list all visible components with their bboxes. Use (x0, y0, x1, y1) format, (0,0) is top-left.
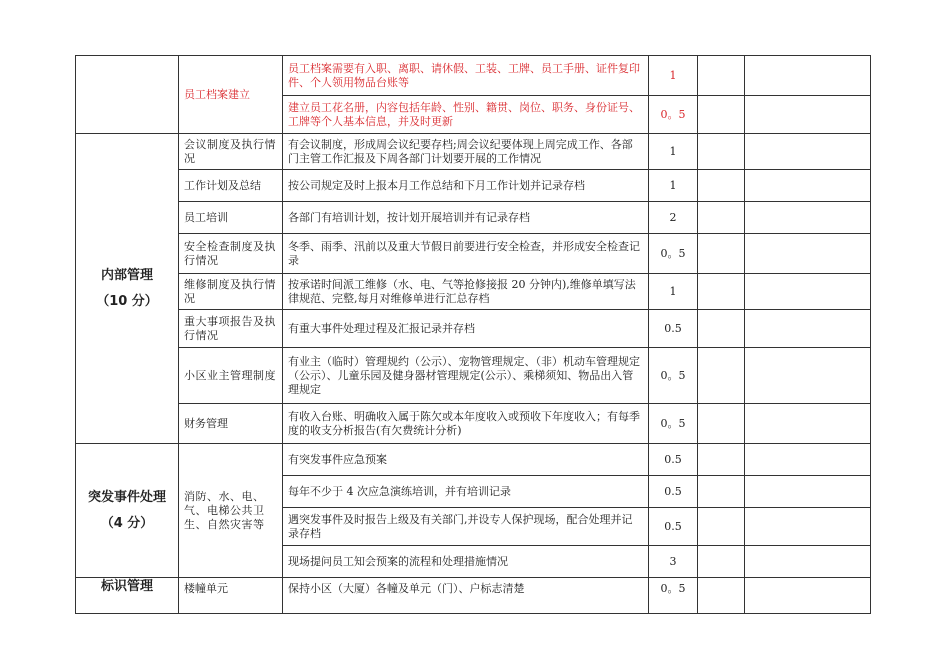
empty-cell (698, 202, 745, 234)
item-cell: 员工培训 (179, 202, 283, 234)
table-row (76, 310, 871, 348)
empty-cell (698, 476, 745, 508)
empty-cell (745, 508, 871, 546)
empty-cell (698, 404, 745, 444)
category-score: （4 分） (100, 515, 154, 531)
empty-cell (698, 96, 745, 134)
standard-cell: 有重大事件处理过程及汇报记录并存档 (283, 310, 649, 348)
empty-cell (698, 546, 745, 578)
empty-cell (745, 476, 871, 508)
empty-cell (745, 444, 871, 476)
standard-cell: 有业主（临时）管理规约（公示）、宠物管理规定、（非）机动车管理规定（公示）、儿童乐园及健身器材管理规定(公示）、乘梯须知、物品出入管理规定 (283, 348, 649, 404)
evaluation-table (75, 55, 871, 614)
standard-cell: 冬季、雨季、汛前以及重大节假日前要进行安全检查，并形成安全检查记录 (283, 234, 649, 274)
empty-cell (745, 134, 871, 170)
score-cell: 0.5 (649, 476, 698, 508)
category-cell (76, 444, 179, 578)
score-cell: 2 (649, 202, 698, 234)
score-cell: 0.5 (649, 444, 698, 476)
score-cell: 1 (649, 274, 698, 310)
category-label: 突发事件处理 (87, 489, 166, 505)
table-row (76, 170, 871, 202)
table-row (76, 404, 871, 444)
evaluation-table-sheet (75, 55, 871, 614)
item-cell: 重大事项报告及执行情况 (179, 310, 283, 348)
empty-cell (745, 404, 871, 444)
item-cell: 员工档案建立 (179, 56, 283, 134)
empty-cell (745, 310, 871, 348)
empty-cell (698, 310, 745, 348)
standard-cell: 有突发事件应急预案 (283, 444, 649, 476)
standard-cell: 现场提问员工知会预案的流程和处理措施情况 (283, 546, 649, 578)
empty-cell (745, 546, 871, 578)
item-cell: 安全检查制度及执行情况 (179, 234, 283, 274)
table-row (76, 134, 871, 170)
standard-cell: 建立员工花名册，内容包括年龄、性别、籍贯、岗位、职务、身份证号、工牌等个人基本信息，并及时更新 (283, 96, 649, 134)
empty-cell (698, 508, 745, 546)
category-score: （10 分） (96, 293, 158, 309)
empty-cell (745, 202, 871, 234)
table-row (76, 444, 871, 476)
table-row (76, 56, 871, 96)
score-cell: 3 (649, 546, 698, 578)
table-row (76, 348, 871, 404)
empty-cell (698, 274, 745, 310)
item-cell: 消防、水、电、气、电梯公共卫生、自然灾害等 (179, 444, 283, 578)
empty-cell (745, 578, 871, 614)
empty-cell (745, 234, 871, 274)
category-label: 内部管理 (100, 267, 153, 283)
standard-cell: 有会议制度，形成周会议纪要存档;周会议纪要体现上周完成工作、各部门主管工作汇报及下周各部门计划要开展的工作情况 (283, 134, 649, 170)
score-cell: 1 (649, 56, 698, 96)
standard-cell: 员工档案需要有入职、离职、请休假、工装、工牌、员工手册、证件复印件、个人领用物品台账等 (283, 56, 649, 96)
empty-cell (698, 234, 745, 274)
standard-cell: 按公司规定及时上报本月工作总结和下月工作计划并记录存档 (283, 170, 649, 202)
score-cell: 0.5 (649, 310, 698, 348)
table-row (76, 202, 871, 234)
standard-cell: 保持小区（大厦）各幢及单元（门）、户标志清楚 (283, 578, 649, 614)
item-cell: 财务管理 (179, 404, 283, 444)
empty-cell (698, 134, 745, 170)
empty-cell (698, 56, 745, 96)
table-row (76, 274, 871, 310)
empty-cell (698, 348, 745, 404)
table-row (76, 578, 871, 614)
score-cell: 1 (649, 170, 698, 202)
item-cell: 工作计划及总结 (179, 170, 283, 202)
category-cell: 标识管理 (76, 578, 179, 614)
empty-cell (745, 274, 871, 310)
score-cell: 0.5 (649, 508, 698, 546)
standard-cell: 有收入台账、明确收入属于陈欠或本年度收入或预收下年度收入；有每季度的收支分析报告(有欠费统计分析) (283, 404, 649, 444)
empty-cell (698, 170, 745, 202)
category-cell (76, 134, 179, 444)
empty-cell (745, 348, 871, 404)
standard-cell: 各部门有培训计划，按计划开展培训并有记录存档 (283, 202, 649, 234)
empty-cell (745, 96, 871, 134)
empty-cell (745, 170, 871, 202)
score-cell: 0。5 (649, 348, 698, 404)
score-cell: 0。5 (649, 96, 698, 134)
standard-cell: 每年不少于 4 次应急演练培训，并有培训记录 (283, 476, 649, 508)
category-cell-empty (76, 56, 179, 134)
item-cell: 小区业主管理制度 (179, 348, 283, 404)
empty-cell (745, 56, 871, 96)
empty-cell (698, 578, 745, 614)
empty-cell (698, 444, 745, 476)
score-cell: 0。5 (649, 234, 698, 274)
score-cell: 0。5 (649, 404, 698, 444)
item-cell: 维修制度及执行情况 (179, 274, 283, 310)
score-cell: 1 (649, 134, 698, 170)
standard-cell: 按承诺时间派工维修（水、电、气等抢修接报 20 分钟内),维修单填写法律规范、完整,每月对维修单进行汇总存档 (283, 274, 649, 310)
table-row (76, 234, 871, 274)
item-cell: 楼幢单元 (179, 578, 283, 614)
score-cell: 0。5 (649, 578, 698, 614)
standard-cell: 遇突发事件及时报告上级及有关部门,并设专人保护现场，配合处理并记录存档 (283, 508, 649, 546)
item-cell: 会议制度及执行情况 (179, 134, 283, 170)
